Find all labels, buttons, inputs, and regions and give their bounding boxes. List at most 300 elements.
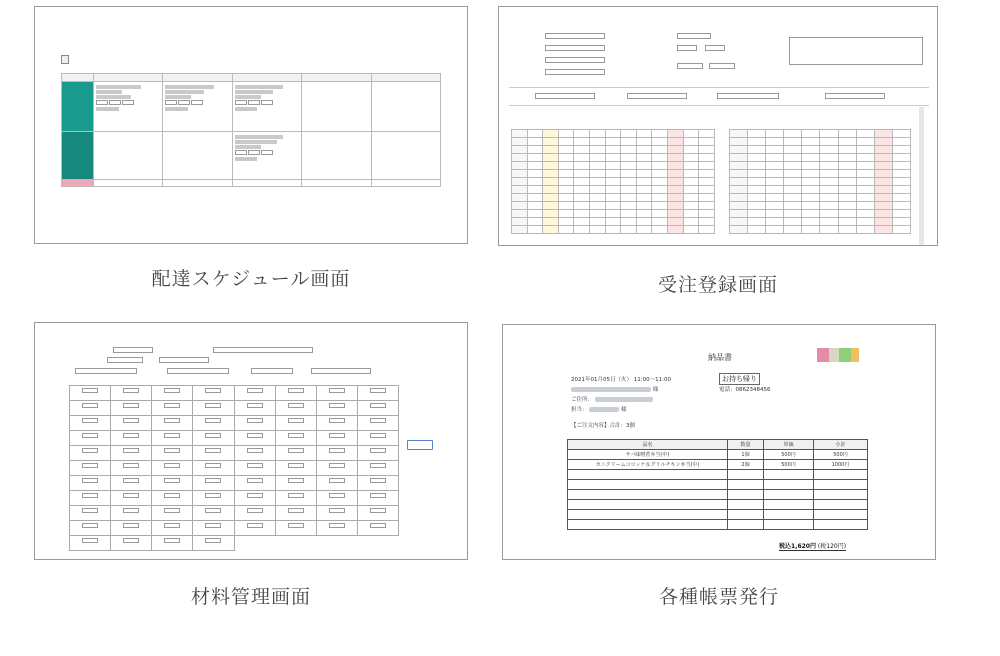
quantity-cell[interactable] — [892, 178, 910, 186]
quantity-cell[interactable] — [543, 202, 559, 210]
schedule-cell[interactable] — [302, 82, 371, 132]
quantity-cell[interactable] — [652, 178, 668, 186]
ingredient-cell[interactable] — [357, 401, 398, 416]
ingredient-amount-input[interactable] — [205, 538, 221, 543]
quantity-cell[interactable] — [621, 178, 637, 186]
ingredient-amount-input[interactable] — [205, 433, 221, 438]
ingredient-amount-input[interactable] — [288, 463, 304, 468]
quantity-cell[interactable] — [636, 194, 652, 202]
ingredient-amount-input[interactable] — [164, 508, 180, 513]
ingredient-amount-input[interactable] — [164, 523, 180, 528]
quantity-cell[interactable] — [574, 146, 590, 154]
ingredient-cell[interactable] — [70, 461, 111, 476]
quantity-cell[interactable] — [699, 154, 715, 162]
order-date-field[interactable] — [545, 33, 605, 39]
ingredient-amount-input[interactable] — [247, 388, 263, 393]
quantity-cell[interactable] — [856, 226, 874, 234]
quantity-cell[interactable] — [605, 178, 621, 186]
quantity-cell[interactable] — [838, 210, 856, 218]
ingredient-cell[interactable] — [234, 521, 275, 536]
ingredient-cell[interactable] — [152, 536, 193, 551]
ingredient-cell[interactable] — [234, 476, 275, 491]
quantity-cell[interactable] — [766, 218, 784, 226]
quantity-cell[interactable] — [838, 154, 856, 162]
ingredient-cell[interactable] — [152, 521, 193, 536]
quantity-cell[interactable] — [683, 218, 699, 226]
quantity-cell[interactable] — [802, 162, 820, 170]
quantity-cell[interactable] — [784, 146, 802, 154]
ingredient-amount-input[interactable] — [205, 403, 221, 408]
ingredient-amount-input[interactable] — [247, 493, 263, 498]
note3-field[interactable] — [251, 368, 293, 374]
menu-name-field[interactable] — [113, 347, 153, 353]
quantity-cell[interactable] — [574, 210, 590, 218]
quantity-cell[interactable] — [621, 202, 637, 210]
quantity-cell[interactable] — [590, 210, 606, 218]
quantity-cell[interactable] — [590, 170, 606, 178]
ingredient-amount-input[interactable] — [164, 478, 180, 483]
ingredient-cell[interactable] — [111, 491, 152, 506]
quantity-cell[interactable] — [802, 202, 820, 210]
quantity-cell[interactable] — [802, 218, 820, 226]
quantity-cell[interactable] — [590, 146, 606, 154]
order-table-row[interactable] — [730, 162, 911, 170]
quantity-cell[interactable] — [605, 162, 621, 170]
quantity-cell[interactable] — [621, 154, 637, 162]
quantity-cell[interactable] — [699, 186, 715, 194]
grand-total-field[interactable] — [825, 93, 885, 99]
ingredient-amount-input[interactable] — [123, 433, 139, 438]
quantity-cell[interactable] — [590, 202, 606, 210]
ingredient-amount-input[interactable] — [123, 388, 139, 393]
quantity-cell[interactable] — [527, 146, 543, 154]
quantity-cell[interactable] — [856, 170, 874, 178]
quantity-cell[interactable] — [874, 178, 892, 186]
quantity-cell[interactable] — [784, 130, 802, 138]
quantity-cell[interactable] — [574, 202, 590, 210]
order-table-row[interactable] — [512, 218, 715, 226]
quantity-cell[interactable] — [820, 162, 838, 170]
quantity-cell[interactable] — [802, 210, 820, 218]
quantity-cell[interactable] — [590, 154, 606, 162]
quantity-cell[interactable] — [574, 162, 590, 170]
quantity-cell[interactable] — [892, 226, 910, 234]
quantity-cell[interactable] — [574, 130, 590, 138]
order-table-row[interactable] — [512, 202, 715, 210]
quantity-cell[interactable] — [636, 162, 652, 170]
quantity-cell[interactable] — [874, 186, 892, 194]
quantity-cell[interactable] — [699, 202, 715, 210]
quantity-cell[interactable] — [683, 186, 699, 194]
quantity-cell[interactable] — [605, 170, 621, 178]
ingredient-amount-input[interactable] — [164, 463, 180, 468]
rice-order-table[interactable] — [729, 129, 911, 234]
ingredient-cell[interactable] — [193, 506, 234, 521]
quantity-cell[interactable] — [652, 218, 668, 226]
quantity-cell[interactable] — [683, 162, 699, 170]
quantity-cell[interactable] — [784, 218, 802, 226]
ingredient-cell[interactable] — [193, 416, 234, 431]
ingredient-amount-input[interactable] — [370, 478, 386, 483]
quantity-cell[interactable] — [558, 210, 574, 218]
quantity-cell[interactable] — [605, 138, 621, 146]
quantity-cell[interactable] — [892, 210, 910, 218]
ingredient-cell[interactable] — [316, 491, 357, 506]
quantity-cell[interactable] — [652, 210, 668, 218]
quantity-cell[interactable] — [527, 178, 543, 186]
ingredient-amount-input[interactable] — [370, 448, 386, 453]
ingredient-amount-input[interactable] — [123, 523, 139, 528]
schedule-cell[interactable] — [371, 180, 440, 187]
quantity-cell[interactable] — [766, 178, 784, 186]
quantity-cell[interactable] — [784, 178, 802, 186]
quantity-cell[interactable] — [621, 138, 637, 146]
ingredient-cell[interactable] — [316, 431, 357, 446]
quantity-cell[interactable] — [748, 130, 766, 138]
order-table-row[interactable] — [512, 154, 715, 162]
ingredient-amount-input[interactable] — [205, 448, 221, 453]
quantity-cell[interactable] — [574, 138, 590, 146]
quantity-cell[interactable] — [605, 202, 621, 210]
quantity-cell[interactable] — [590, 186, 606, 194]
quantity-cell[interactable] — [748, 146, 766, 154]
quantity-cell[interactable] — [621, 130, 637, 138]
quantity-cell[interactable] — [874, 154, 892, 162]
quantity-cell[interactable] — [668, 202, 684, 210]
order-table-row[interactable] — [512, 178, 715, 186]
ingredient-amount-input[interactable] — [123, 538, 139, 543]
quantity-cell[interactable] — [652, 194, 668, 202]
ingredient-amount-input[interactable] — [370, 523, 386, 528]
ingredient-cell[interactable] — [234, 506, 275, 521]
ingredient-grid[interactable] — [69, 385, 399, 551]
schedule-card[interactable] — [94, 82, 163, 132]
quantity-cell[interactable] — [652, 170, 668, 178]
quantity-cell[interactable] — [543, 178, 559, 186]
create-delivery-tag-button[interactable] — [61, 55, 69, 64]
ingredient-amount-input[interactable] — [288, 523, 304, 528]
quantity-cell[interactable] — [766, 170, 784, 178]
quantity-cell[interactable] — [874, 226, 892, 234]
quantity-cell[interactable] — [527, 194, 543, 202]
ingredient-amount-input[interactable] — [82, 463, 98, 468]
ingredient-cell[interactable] — [275, 446, 316, 461]
ingredient-cell[interactable] — [152, 506, 193, 521]
customer-name2-field[interactable] — [545, 57, 605, 63]
quantity-cell[interactable] — [574, 178, 590, 186]
ingredient-cell[interactable] — [316, 461, 357, 476]
ingredient-amount-input[interactable] — [82, 538, 98, 543]
quantity-cell[interactable] — [699, 130, 715, 138]
ingredient-amount-input[interactable] — [205, 418, 221, 423]
quantity-cell[interactable] — [605, 146, 621, 154]
ingredient-amount-input[interactable] — [370, 508, 386, 513]
quantity-cell[interactable] — [605, 226, 621, 234]
quantity-cell[interactable] — [699, 170, 715, 178]
order-table-row[interactable] — [730, 130, 911, 138]
quantity-cell[interactable] — [699, 226, 715, 234]
category-select[interactable] — [107, 357, 143, 363]
ingredient-cell[interactable] — [193, 386, 234, 401]
quantity-cell[interactable] — [802, 170, 820, 178]
ingredient-amount-input[interactable] — [247, 448, 263, 453]
quantity-cell[interactable] — [766, 130, 784, 138]
ingredient-cell[interactable] — [275, 506, 316, 521]
ingredient-cell[interactable] — [357, 506, 398, 521]
quantity-cell[interactable] — [874, 218, 892, 226]
ingredient-cell[interactable] — [152, 401, 193, 416]
ingredient-cell[interactable] — [70, 476, 111, 491]
quantity-cell[interactable] — [590, 194, 606, 202]
price-field[interactable] — [159, 357, 209, 363]
ingredient-amount-input[interactable] — [370, 493, 386, 498]
ingredient-cell[interactable] — [316, 521, 357, 536]
quantity-cell[interactable] — [874, 170, 892, 178]
quantity-cell[interactable] — [856, 194, 874, 202]
quantity-cell[interactable] — [543, 194, 559, 202]
order-table-row[interactable] — [730, 154, 911, 162]
quantity-cell[interactable] — [605, 218, 621, 226]
schedule-cell[interactable] — [94, 132, 163, 180]
quantity-cell[interactable] — [784, 138, 802, 146]
quantity-cell[interactable] — [574, 170, 590, 178]
quantity-cell[interactable] — [856, 210, 874, 218]
quantity-cell[interactable] — [838, 178, 856, 186]
ingredient-amount-input[interactable] — [205, 463, 221, 468]
ingredient-cell[interactable] — [70, 536, 111, 551]
ingredient-cell[interactable] — [70, 491, 111, 506]
order-table-row[interactable] — [730, 170, 911, 178]
quantity-cell[interactable] — [574, 194, 590, 202]
quantity-cell[interactable] — [748, 194, 766, 202]
quantity-cell[interactable] — [652, 154, 668, 162]
quantity-cell[interactable] — [802, 226, 820, 234]
quantity-cell[interactable] — [699, 218, 715, 226]
ingredient-amount-input[interactable] — [247, 463, 263, 468]
quantity-cell[interactable] — [543, 138, 559, 146]
ingredient-cell[interactable] — [111, 386, 152, 401]
ingredient-cell[interactable] — [316, 476, 357, 491]
quantity-cell[interactable] — [766, 146, 784, 154]
ingredient-amount-input[interactable] — [288, 493, 304, 498]
quantity-cell[interactable] — [838, 186, 856, 194]
ingredient-amount-input[interactable] — [82, 403, 98, 408]
quantity-cell[interactable] — [820, 130, 838, 138]
order-table-row[interactable] — [730, 218, 911, 226]
schedule-card[interactable] — [232, 82, 301, 132]
ingredient-amount-input[interactable] — [288, 448, 304, 453]
quantity-cell[interactable] — [652, 202, 668, 210]
quantity-cell[interactable] — [668, 226, 684, 234]
ingredient-cell[interactable] — [234, 431, 275, 446]
order-table-row[interactable] — [512, 162, 715, 170]
quantity-cell[interactable] — [527, 154, 543, 162]
quantity-cell[interactable] — [820, 186, 838, 194]
quantity-cell[interactable] — [748, 138, 766, 146]
quantity-cell[interactable] — [766, 138, 784, 146]
quantity-cell[interactable] — [874, 162, 892, 170]
note4-field[interactable] — [311, 368, 371, 374]
quantity-cell[interactable] — [527, 226, 543, 234]
ingredient-cell[interactable] — [357, 476, 398, 491]
quantity-cell[interactable] — [543, 170, 559, 178]
quantity-cell[interactable] — [668, 162, 684, 170]
quantity-cell[interactable] — [683, 146, 699, 154]
quantity-cell[interactable] — [874, 194, 892, 202]
quantity-cell[interactable] — [590, 178, 606, 186]
note1-field[interactable] — [75, 368, 137, 374]
quantity-cell[interactable] — [748, 218, 766, 226]
quantity-cell[interactable] — [838, 170, 856, 178]
schedule-card[interactable] — [232, 132, 301, 180]
quantity-cell[interactable] — [874, 202, 892, 210]
ingredient-cell[interactable] — [275, 416, 316, 431]
quantity-cell[interactable] — [605, 154, 621, 162]
order-table-row[interactable] — [512, 226, 715, 234]
quantity-cell[interactable] — [574, 218, 590, 226]
ingredient-amount-input[interactable] — [82, 388, 98, 393]
quantity-cell[interactable] — [683, 194, 699, 202]
ingredient-amount-input[interactable] — [288, 403, 304, 408]
ingredient-cell[interactable] — [234, 401, 275, 416]
quantity-cell[interactable] — [558, 162, 574, 170]
quantity-cell[interactable] — [784, 194, 802, 202]
quantity-cell[interactable] — [838, 194, 856, 202]
ingredient-cell[interactable] — [275, 476, 316, 491]
quantity-cell[interactable] — [683, 178, 699, 186]
quantity-cell[interactable] — [820, 226, 838, 234]
quantity-cell[interactable] — [527, 186, 543, 194]
ingredient-amount-input[interactable] — [329, 433, 345, 438]
quantity-cell[interactable] — [838, 130, 856, 138]
quantity-cell[interactable] — [574, 154, 590, 162]
ingredient-amount-input[interactable] — [247, 508, 263, 513]
ingredient-amount-input[interactable] — [82, 433, 98, 438]
order-table-row[interactable] — [512, 146, 715, 154]
quantity-cell[interactable] — [621, 162, 637, 170]
ingredient-cell[interactable] — [152, 446, 193, 461]
quantity-cell[interactable] — [590, 226, 606, 234]
quantity-cell[interactable] — [766, 202, 784, 210]
quantity-cell[interactable] — [668, 218, 684, 226]
quantity-cell[interactable] — [820, 146, 838, 154]
ingredient-cell[interactable] — [275, 521, 316, 536]
quantity-cell[interactable] — [558, 194, 574, 202]
quantity-cell[interactable] — [527, 202, 543, 210]
quantity-cell[interactable] — [683, 202, 699, 210]
ingredient-amount-input[interactable] — [82, 478, 98, 483]
quantity-cell[interactable] — [784, 186, 802, 194]
ingredient-cell[interactable] — [316, 506, 357, 521]
quantity-cell[interactable] — [590, 130, 606, 138]
quantity-cell[interactable] — [652, 186, 668, 194]
delivery-time-start-select[interactable] — [677, 45, 697, 51]
ingredient-cell[interactable] — [316, 401, 357, 416]
ingredient-cell[interactable] — [316, 446, 357, 461]
quantity-cell[interactable] — [820, 210, 838, 218]
quantity-cell[interactable] — [621, 170, 637, 178]
subtotal-field[interactable] — [535, 93, 595, 99]
ingredient-cell[interactable] — [275, 461, 316, 476]
ingredient-amount-input[interactable] — [329, 478, 345, 483]
schedule-card[interactable] — [163, 82, 232, 132]
quantity-cell[interactable] — [558, 186, 574, 194]
ingredient-amount-input[interactable] — [288, 433, 304, 438]
ingredient-cell[interactable] — [234, 461, 275, 476]
ingredient-cell[interactable] — [193, 446, 234, 461]
customer-phone-field[interactable] — [545, 69, 605, 75]
quantity-cell[interactable] — [784, 226, 802, 234]
ingredient-cell[interactable] — [234, 386, 275, 401]
ingredient-cell[interactable] — [152, 431, 193, 446]
order-table-row[interactable] — [730, 194, 911, 202]
quantity-cell[interactable] — [574, 226, 590, 234]
ingredient-cell[interactable] — [70, 386, 111, 401]
quantity-cell[interactable] — [838, 202, 856, 210]
ingredient-cell[interactable] — [357, 431, 398, 446]
customer-name-field[interactable] — [545, 45, 605, 51]
ingredient-amount-input[interactable] — [123, 448, 139, 453]
quantity-cell[interactable] — [652, 138, 668, 146]
ingredient-cell[interactable] — [193, 521, 234, 536]
ingredient-cell[interactable] — [111, 416, 152, 431]
quantity-cell[interactable] — [892, 194, 910, 202]
ingredient-amount-input[interactable] — [247, 523, 263, 528]
order-table-row[interactable] — [730, 210, 911, 218]
ingredient-amount-input[interactable] — [329, 448, 345, 453]
quantity-cell[interactable] — [605, 210, 621, 218]
quantity-cell[interactable] — [527, 130, 543, 138]
quantity-cell[interactable] — [874, 210, 892, 218]
quantity-cell[interactable] — [766, 226, 784, 234]
quantity-cell[interactable] — [636, 130, 652, 138]
quantity-cell[interactable] — [543, 130, 559, 138]
quantity-cell[interactable] — [748, 162, 766, 170]
quantity-cell[interactable] — [892, 146, 910, 154]
quantity-cell[interactable] — [802, 146, 820, 154]
quantity-cell[interactable] — [621, 218, 637, 226]
quantity-cell[interactable] — [668, 210, 684, 218]
delivery-time-end-select[interactable] — [705, 45, 725, 51]
quantity-cell[interactable] — [652, 146, 668, 154]
quantity-cell[interactable] — [621, 194, 637, 202]
quantity-cell[interactable] — [802, 138, 820, 146]
quantity-cell[interactable] — [558, 202, 574, 210]
ingredient-cell[interactable] — [111, 506, 152, 521]
quantity-cell[interactable] — [856, 138, 874, 146]
ingredient-amount-input[interactable] — [329, 463, 345, 468]
quantity-cell[interactable] — [820, 202, 838, 210]
ingredient-amount-input[interactable] — [247, 418, 263, 423]
quantity-cell[interactable] — [668, 138, 684, 146]
quantity-cell[interactable] — [892, 162, 910, 170]
quantity-cell[interactable] — [784, 202, 802, 210]
ingredient-cell[interactable] — [70, 521, 111, 536]
ingredient-cell[interactable] — [152, 476, 193, 491]
quantity-cell[interactable] — [543, 154, 559, 162]
ingredient-amount-input[interactable] — [329, 493, 345, 498]
discount-field[interactable] — [627, 93, 687, 99]
ingredient-amount-input[interactable] — [205, 478, 221, 483]
quantity-cell[interactable] — [766, 186, 784, 194]
ingredient-amount-input[interactable] — [82, 418, 98, 423]
quantity-cell[interactable] — [558, 130, 574, 138]
quantity-cell[interactable] — [892, 170, 910, 178]
quantity-cell[interactable] — [605, 130, 621, 138]
quantity-cell[interactable] — [748, 210, 766, 218]
order-table-row[interactable] — [512, 170, 715, 178]
ingredient-amount-input[interactable] — [205, 523, 221, 528]
